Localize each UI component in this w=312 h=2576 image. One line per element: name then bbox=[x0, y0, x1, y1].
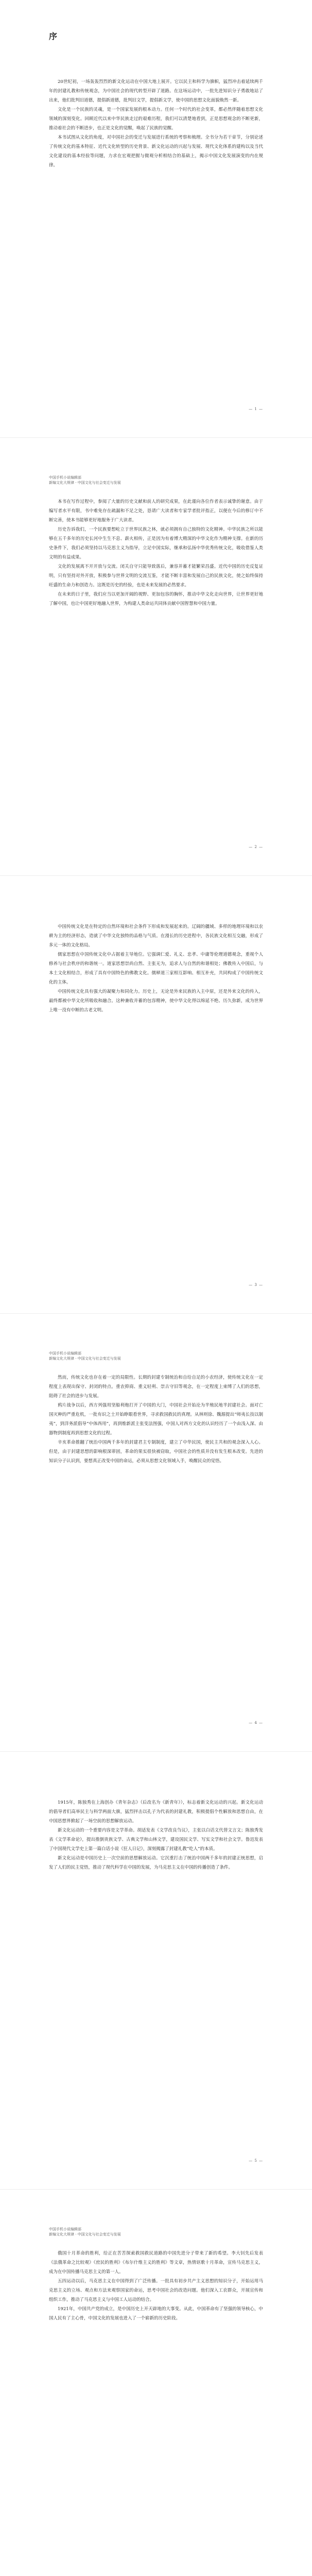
paragraph: 1921年，中国共产党的成立，是中国历史上开天辟地的大事变。从此，中国革命有了坚强的领导核心，中国人民有了主心骨，中国文化的发展也进入了一个崭新的历史阶段。 bbox=[49, 2307, 263, 2321]
page-body bbox=[49, 2249, 263, 2323]
paragraph: 本书试图从文化的角度，对中国社会的变迁与发展进行系统的考察和梳理。全书分为若干章节，分别论述了传统文化的基本特征、近代文化转型的历史背景、新文化运动的兴起与发展、现代文化体系的建构以及当代文化建设的基本经验等问题，力求在宏观把握与微观分析相结合的基础上，揭示中国文化发展演变的内在规律。 bbox=[49, 135, 263, 168]
page-body bbox=[49, 1798, 263, 1872]
paragraph: 新文化运动是中国历史上一次空前的思想解放运动。它沉重打击了统治中国两千多年的封建正统思想，启发了人们的民主觉悟，推动了现代科学在中国的发展，为马克思主义在中国的传播创造了条件。 bbox=[49, 1856, 263, 1870]
paragraph: 鸦片战争以后，西方列强用坚船利炮打开了中国的大门，中国社会开始沦为半殖民地半封建社会。面对亡国灭种的严重危机，一批有识之士开始睁眼看世界，寻求救国救民的真理。从林则徐、魏源提出“师夷长技以制夷”，到洋务派倡导“中体西用”，再到维新派主张变法图强，中国人对西方文化的认识经历了一个由浅入深、由器物到制度再到思想文化的过程。 bbox=[49, 1403, 263, 1436]
document-page bbox=[0, 438, 312, 876]
document-page bbox=[0, 0, 312, 438]
paragraph: 中国传统文化是在特定的自然环境和社会条件下形成和发展起来的。辽阔的疆域、多样的地理环境和以农耕为主的经济形态，造就了中华文化独特的品格与气质。在漫长的历史进程中，各民族文化相互交融，形成了多元一体的文化格局。 bbox=[49, 924, 263, 948]
page-number: — 2 — bbox=[249, 845, 263, 849]
page-body bbox=[49, 77, 263, 170]
header-line: 中国手机小说编辑部 bbox=[49, 1351, 81, 1355]
paragraph: 本书在写作过程中，参阅了大量的历史文献和前人的研究成果，在此谨向各位作者表示诚挚的谢意。由于编写者水平有限，书中难免存在疏漏和不足之处，恳请广大读者和专家学者批评指正，以便在今后的修订中不断完善，使本书能够更好地服务于广大读者。 bbox=[49, 499, 263, 523]
header-line: 中国手机小说编辑部 bbox=[49, 476, 81, 480]
paragraph: 1915年，陈独秀在上海创办《青年杂志》（后改名为《新青年》），标志着新文化运动的兴起。新文化运动的倡导者们高举民主与科学两面大旗，猛烈抨击以孔子为代表的封建礼教，积极提倡个性解放和思想自由，在中国思想界掀起了一场空前的思想解放运动。 bbox=[49, 1800, 263, 1824]
page-body bbox=[49, 1373, 263, 1466]
page-body bbox=[49, 922, 263, 1015]
paragraph: 新文化运动的一个重要内容是文学革命。胡适发表《文学改良刍议》，主张以白话文代替文言文；陈独秀发表《文学革命论》，提出推倒贵族文学、古典文学和山林文学，建设国民文学、写实文学和社会文学。鲁迅发表了中国现代文学史上第一篇白话小说《狂人日记》，深刻揭露了封建礼教“吃人”的本质。 bbox=[49, 1828, 263, 1852]
paragraph: 文化是一个民族的灵魂，是一个国家发展的根本动力。任何一个时代的社会变革，都必然伴随着思想文化领域的深刻变化。回顾近代以来中华民族走过的艰难历程，我们可以清楚地看到，正是思想观念的不断更新，推动着社会的不断进步，也正是文化的觉醒，唤起了民族的觉醒。 bbox=[49, 107, 263, 131]
paragraph: 20世纪初，一场轰轰烈烈的新文化运动在中国大地上展开。它以民主和科学为旗帜，猛烈冲击着延续两千年的封建礼教和传统观念，为中国社会的现代转型开辟了道路。在这场运动中，一批先进知识分子勇敢地站了出来，他们批判旧道德，提倡新道德，批判旧文学，提倡新文学，使中国的思想文化面貌焕然一新。 bbox=[49, 79, 263, 103]
chapter-title: 序 bbox=[49, 31, 61, 41]
header-line: 中国手机小说编辑部 bbox=[49, 2227, 81, 2231]
running-header bbox=[49, 2227, 121, 2237]
paragraph: 俄国十月革命的胜利，给正在苦苦探索救国救民道路的中国先进分子带来了新的希望。李大钊先后发表《法俄革命之比较观》《庶民的胜利》《布尔什维主义的胜利》等文章，热情讴歌十月革命，宣传马克思主义，成为在中国传播马克思主义的第一人。 bbox=[49, 2251, 263, 2275]
paragraph: 五四运动以后，马克思主义在中国得到了广泛传播。一批具有初步共产主义思想的知识分子，开始运用马克思主义的立场、观点和方法来观察国家的命运，思考中国社会的改造问题。他们深入工农群众，开展宣传和组织工作，推动了马克思主义与中国工人运动的结合。 bbox=[49, 2279, 263, 2302]
document-page bbox=[0, 876, 312, 1314]
document-page bbox=[0, 1314, 312, 1752]
document-page bbox=[0, 1752, 312, 2190]
paragraph: 然而，传统文化也存在着一定的局限性。长期的封建专制统治和自给自足的小农经济，使传统文化在一定程度上表现出保守、封闭的特点。重农抑商、重义轻利、崇古守旧等观念，在一定程度上束缚了人们的思想，阻碍了社会的进步与发展。 bbox=[49, 1375, 263, 1399]
page-number: — 4 — bbox=[249, 1721, 263, 1725]
paragraph: 历史告诉我们，一个民族要想屹立于世界民族之林，就必须拥有自己独特的文化精神。中华民族之所以能够在五千多年的历史长河中生生不息、薪火相传，正是因为有着博大精深的中华文化作为精神支撑。在新的历史条件下，我们必须坚持以马克思主义为指导，立足中国实际，继承和弘扬中华优秀传统文化，吸收借鉴人类文明的有益成果。 bbox=[49, 527, 263, 560]
paragraph: 文化的发展离不开开放与交流。闭关自守只能导致落后，兼容并蓄才能繁荣昌盛。近代中国的历史反复证明，只有坚持对外开放，积极参与世界文明的交流互鉴，才能不断丰富和发展自己的民族文化，使之始终保持旺盛的生命力和创造力。这既是历史的经验，也是未来发展的必然要求。 bbox=[49, 564, 263, 588]
header-line: 新编文化大规律 · 中国文化与社会变迁与发展 bbox=[49, 1357, 121, 1361]
paragraph: 在未来的日子里，我们应当以更加开阔的视野、更加包容的胸怀，推动中华文化走向世界，让世界更好地了解中国，也让中国更好地融入世界，为构建人类命运共同体贡献中国智慧和中国力量。 bbox=[49, 592, 263, 606]
page-number: — 3 — bbox=[249, 1283, 263, 1287]
document-page bbox=[0, 2190, 312, 2576]
paragraph: 中国传统文化具有强大的凝聚力和同化力。历史上，无论是外来民族的入主中原，还是外来文化的传入，最终都被中华文化所吸收和融合。这种兼收并蓄的包容精神，使中华文化得以绵延不绝、历久弥新，成为世界上唯一没有中断的古老文明。 bbox=[49, 989, 263, 1013]
running-header bbox=[49, 1351, 121, 1361]
page-number: — 5 — bbox=[249, 2159, 263, 2163]
page-body bbox=[49, 497, 263, 608]
running-header bbox=[49, 475, 121, 485]
page-number: — 1 — bbox=[249, 407, 263, 411]
paragraph: 儒家思想在中国传统文化中占据着主导地位。它强调仁爱、礼义、忠孝、中庸等伦理道德观念，重视个人修养与社会秩序的和谐统一。道家思想崇尚自然、主张无为，追求人与自然的和谐相处；佛教传入中国后，与本土文化相结合，形成了具有中国特色的佛教文化。儒释道三家相互影响、相互补充，共同构成了中国传统文化的主体。 bbox=[49, 952, 263, 985]
header-line: 新编文化大规律 · 中国文化与社会变迁与发展 bbox=[49, 481, 121, 485]
paragraph: 辛亥革命推翻了统治中国两千多年的封建君主专制制度，建立了中华民国，使民主共和的观念深入人心。但是，由于封建思想的影响根深蒂固，革命的果实很快被窃取，中国社会的性质并没有发生根本改变。先进的知识分子认识到，要想真正改变中国的命运，必须从思想文化领域入手，唤醒民众的觉悟。 bbox=[49, 1440, 263, 1464]
header-line: 新编文化大规律 · 中国文化与社会变迁与发展 bbox=[49, 2232, 121, 2236]
